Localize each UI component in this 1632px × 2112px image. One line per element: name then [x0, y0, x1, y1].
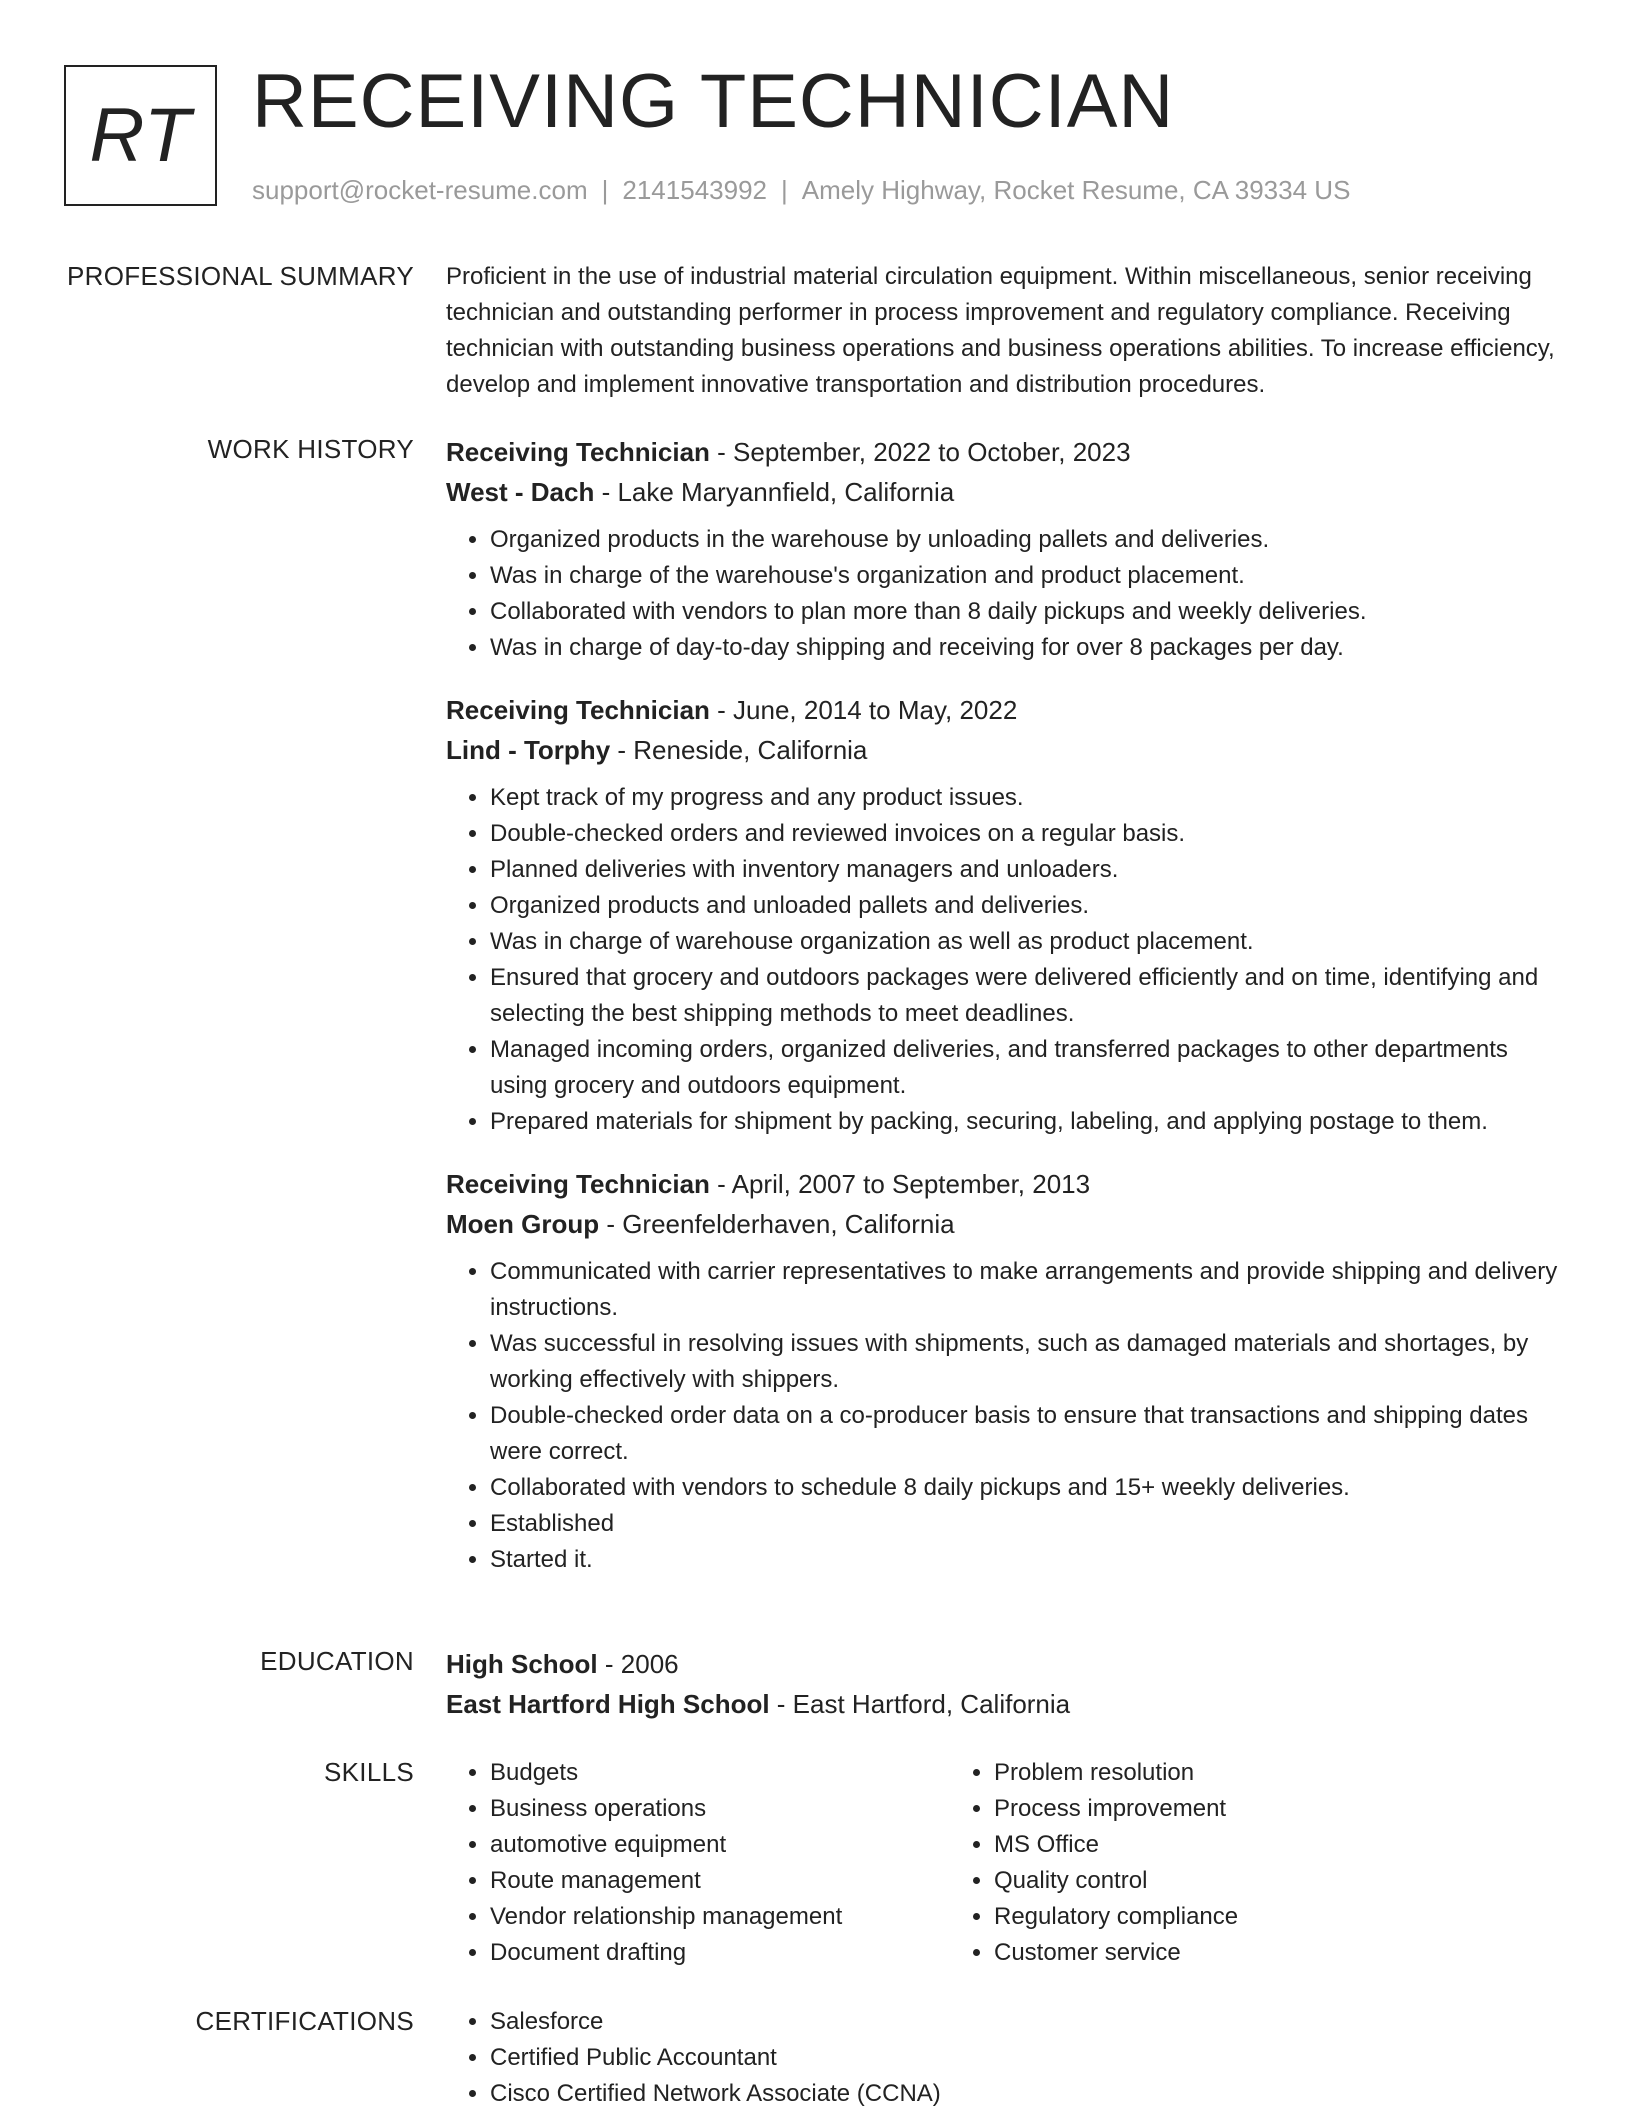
job-company: West - Dach [446, 477, 595, 507]
job-bullet: • Collaborated with vendors to plan more than 8 daily pickups and weekly deliveries. [490, 594, 1566, 630]
skills-list-left [446, 1755, 950, 1971]
skill-item: • MS Office [994, 1827, 1454, 1863]
summary-body [446, 259, 1566, 403]
education-degree-line [446, 1644, 1566, 1684]
education-school: East Hartford High School [446, 1689, 770, 1719]
job-bullet: • Was in charge of day-to-day shipping and receiving for over 8 packages per day. [490, 630, 1566, 666]
skill-item: • Document drafting [490, 1935, 950, 1971]
contact-phone[interactable]: 2141543992 [622, 175, 767, 205]
contact-email[interactable]: support@rocket-resume.com [252, 175, 588, 205]
skills-columns [446, 1755, 1566, 1971]
section-heading: EDUCATION [260, 1646, 414, 1676]
contact-line [252, 173, 1350, 207]
contact-separator: | [781, 175, 788, 205]
job-entry [446, 690, 1566, 1140]
skill-item: • Route management [490, 1863, 950, 1899]
job-bullet-list [446, 1254, 1566, 1578]
section-heading: CERTIFICATIONS [195, 2006, 414, 2036]
summary-text: Proficient in the use of industrial material circulation equipment. Within miscellaneous, senior receiving technician and outstanding performer in process improvement and regulatory compliance. Receiving technician with outstanding business operations and business operations abilities. To increase efficiency, develop and implement innovative transportation and distribution procedures. [446, 263, 1555, 398]
contact-separator: | [601, 175, 609, 205]
skill-item: • Business operations [490, 1791, 950, 1827]
job-entry [446, 432, 1566, 666]
job-bullet: • Established [490, 1506, 1566, 1542]
job-bullet: • Organized products in the warehouse by unloading pallets and deliveries. [490, 522, 1566, 558]
job-location: - Lake Maryannfield, California [594, 477, 955, 507]
skill-item: • Process improvement [994, 1791, 1454, 1827]
job-bullet: • Managed incoming orders, organized deliveries, and transferred packages to other departments using grocery and outdoors equipment. [490, 1032, 1566, 1104]
job-entry [446, 1164, 1566, 1578]
certifications-list [446, 2004, 1566, 2112]
education-body [446, 1644, 1566, 1724]
job-bullet-list [446, 522, 1566, 666]
job-bullet: • Was successful in resolving issues with shipments, such as damaged materials and shortages, by working effectively with shippers. [490, 1326, 1566, 1398]
job-bullet: • Planned deliveries with inventory managers and unloaders. [490, 852, 1566, 888]
resume-title: RECEIVING TECHNICIAN [252, 59, 1175, 144]
skill-item: • Vendor relationship management [490, 1899, 950, 1935]
job-bullet-list [446, 780, 1566, 1140]
skills-body [446, 1755, 1566, 1971]
education-year: - 2006 [597, 1649, 679, 1679]
job-company: Lind - Torphy [446, 735, 611, 765]
skill-item: • Problem resolution [994, 1755, 1454, 1791]
job-title: Receiving Technician [446, 695, 710, 725]
job-title-line [446, 1164, 1566, 1204]
job-bullet: • Kept track of my progress and any product issues. [490, 780, 1566, 816]
certification-item: • Certified Public Accountant [490, 2040, 1566, 2076]
skill-item: • Regulatory compliance [994, 1899, 1454, 1935]
job-bullet: • Collaborated with vendors to schedule 8 daily pickups and 15+ weekly deliveries. [490, 1470, 1566, 1506]
certification-item: • Cisco Certified Network Associate (CCNA) [490, 2076, 1566, 2112]
job-company-line [446, 730, 1566, 770]
job-location: - Greenfelderhaven, California [599, 1209, 955, 1239]
contact-address: Amely Highway, Rocket Resume, CA 39334 US [801, 175, 1351, 205]
job-title: Receiving Technician [446, 437, 710, 467]
education-location: - East Hartford, California [769, 1689, 1071, 1719]
skill-item: • automotive equipment [490, 1827, 950, 1863]
job-company-line [446, 472, 1566, 512]
skill-item: • Customer service [994, 1935, 1454, 1971]
job-company: Moen Group [446, 1209, 600, 1239]
education-degree: High School [446, 1649, 598, 1679]
monogram-box: RT [64, 65, 217, 206]
skill-item: • Budgets [490, 1755, 950, 1791]
section-heading: WORK HISTORY [207, 434, 414, 464]
skill-item: • Quality control [994, 1863, 1454, 1899]
job-title: Receiving Technician [446, 1169, 710, 1199]
job-bullet: • Double-checked order data on a co-producer basis to ensure that transactions and shipping dates were correct. [490, 1398, 1566, 1470]
job-bullet: • Was in charge of warehouse organization as well as product placement. [490, 924, 1566, 960]
job-dates: - June, 2014 to May, 2022 [709, 695, 1018, 725]
section-heading: SKILLS [324, 1757, 414, 1787]
job-company-line [446, 1204, 1566, 1244]
certifications-body [446, 2004, 1566, 2112]
job-bullet: • Ensured that grocery and outdoors packages were delivered efficiently and on time, identifying and selecting the best shipping methods to meet deadlines. [490, 960, 1566, 1032]
skills-list-right [950, 1755, 1454, 1971]
job-bullet: • Prepared materials for shipment by packing, securing, labeling, and applying postage to them. [490, 1104, 1566, 1140]
job-title-line [446, 690, 1566, 730]
job-dates: - September, 2022 to October, 2023 [709, 437, 1131, 467]
certification-item: • Salesforce [490, 2004, 1566, 2040]
job-bullet: • Was in charge of the warehouse's organization and product placement. [490, 558, 1566, 594]
job-bullet: • Communicated with carrier representatives to make arrangements and provide shipping and delivery instructions. [490, 1254, 1566, 1326]
job-bullet: • Organized products and unloaded pallets and deliveries. [490, 888, 1566, 924]
job-bullet: • Double-checked orders and reviewed invoices on a regular basis. [490, 816, 1566, 852]
job-bullet: • Started it. [490, 1542, 1566, 1578]
job-dates: - April, 2007 to September, 2013 [709, 1169, 1091, 1199]
work-history-body [446, 432, 1566, 1602]
job-title-line [446, 432, 1566, 472]
section-heading: PROFESSIONAL SUMMARY [67, 261, 414, 291]
education-school-line [446, 1684, 1566, 1724]
job-location: - Reneside, California [610, 735, 868, 765]
